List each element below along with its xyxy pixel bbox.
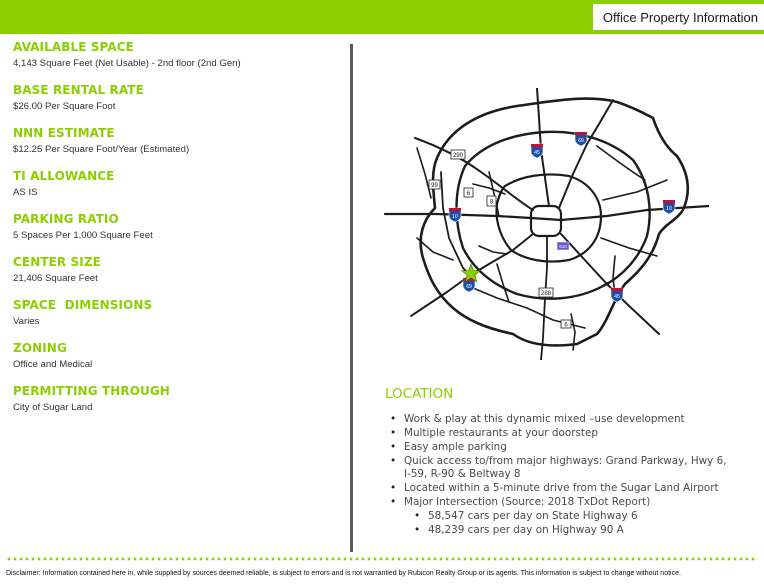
field-label: PERMITTING THROUGH — [13, 384, 170, 398]
field-label: ZONING — [13, 341, 67, 355]
field-value: AS IS — [13, 187, 38, 198]
shield-10-east — [663, 200, 675, 214]
outer-loop-road — [421, 99, 688, 346]
list-item: • Work & play at this dynamic mixed –use development — [390, 413, 730, 426]
shield-label: 288 — [540, 291, 552, 297]
shield-99 — [429, 180, 440, 189]
shield-6 — [464, 188, 473, 197]
sub-list-item: • 58,547 cars per day on State Highway 6 — [390, 510, 730, 523]
field-space-dimensions — [13, 298, 333, 327]
field-value: Varies — [13, 316, 40, 327]
location-bullets — [390, 413, 730, 538]
sub-list-item: • 48,239 cars per day on Highway 90 A — [390, 524, 730, 537]
field-permitting-through — [13, 384, 333, 413]
field-value: Office and Medical — [13, 359, 93, 370]
shield-6-south — [561, 320, 571, 329]
shield-label: 10 — [666, 206, 672, 212]
field-value: 5 Spaces Per 1,000 Square Feet — [13, 230, 153, 241]
shield-label: 45 — [614, 294, 620, 300]
field-value: 4,143 Square Feet (Net Usable) - 2nd floor (2nd Gen) — [13, 58, 241, 69]
field-nnn-estimate — [13, 126, 333, 155]
dotted-separator — [6, 557, 758, 561]
field-zoning — [13, 341, 333, 370]
shield-label: 99 — [431, 183, 438, 189]
i45-south-road — [561, 234, 659, 334]
field-value: 21,406 Square Feet — [13, 273, 98, 284]
shield-label: 290 — [452, 153, 464, 159]
shield-288 — [539, 288, 553, 297]
highway-map — [377, 88, 709, 360]
list-item: • Multiple restaurants at your doorstep — [390, 427, 730, 440]
shield-290 — [451, 150, 465, 159]
list-item: • Major Intersection (Source: 2018 TxDot Report) — [390, 496, 730, 509]
shield-label: 610 — [559, 244, 567, 249]
shield-label: 6 — [564, 322, 568, 329]
shield-69-south — [463, 278, 475, 292]
location-heading: LOCATION — [385, 386, 454, 402]
shield-label: 69 — [466, 284, 472, 290]
header-bar — [0, 0, 764, 34]
shield-69-north — [575, 132, 587, 146]
field-parking-ratio — [13, 212, 333, 241]
downtown-roads — [531, 206, 561, 236]
list-item: • Located within a 5-minute drive from the Sugar Land Airport — [390, 482, 730, 495]
shield-label: 8 — [489, 199, 494, 206]
field-label: AVAILABLE SPACE — [13, 40, 134, 54]
shield-610 — [557, 242, 569, 250]
title-box — [593, 4, 764, 30]
field-label: BASE RENTAL RATE — [13, 83, 144, 97]
i69-north-road — [559, 100, 613, 208]
field-available-space — [13, 40, 333, 69]
disclaimer-text: Disclaimer: Information contained here in, while supplied by sources deemed reliable, is subject to errors and is not warrantied by Rubicon Realty Group or its agents. This information is subject to change without notice. — [6, 570, 681, 577]
shield-label: 10 — [452, 214, 458, 220]
field-ti-allowance — [13, 169, 333, 198]
shield-45-north — [531, 144, 543, 158]
field-label: NNN ESTIMATE — [13, 126, 115, 140]
shield-label: 6 — [466, 191, 471, 197]
field-label: CENTER SIZE — [13, 255, 101, 269]
list-item: • Quick access to/from major highways: Grand Parkway, Hwy 6, I-59, R-90 & Beltway 8 — [390, 455, 730, 481]
field-label: PARKING RATIO — [13, 212, 119, 226]
shield-label: 69 — [578, 138, 584, 144]
page-title: Office Property Information — [602, 9, 758, 25]
vertical-divider — [350, 44, 353, 552]
shield-8 — [487, 196, 496, 206]
field-label: TI ALLOWANCE — [13, 169, 115, 183]
property-details — [13, 38, 333, 413]
shield-label: 45 — [534, 150, 540, 156]
field-center-size — [13, 255, 333, 284]
shield-45-south — [611, 288, 623, 302]
field-value: City of Sugar Land — [13, 402, 93, 413]
shield-10-west — [449, 208, 461, 222]
list-item: • Easy ample parking — [390, 441, 730, 454]
field-base-rental-rate — [13, 83, 333, 112]
field-label: SPACE DIMENSIONS — [13, 298, 153, 312]
field-value: $26.00 Per Square Foot — [13, 101, 116, 112]
field-value: $12.25 Per Square Foot/Year (Estimated) — [13, 144, 190, 155]
